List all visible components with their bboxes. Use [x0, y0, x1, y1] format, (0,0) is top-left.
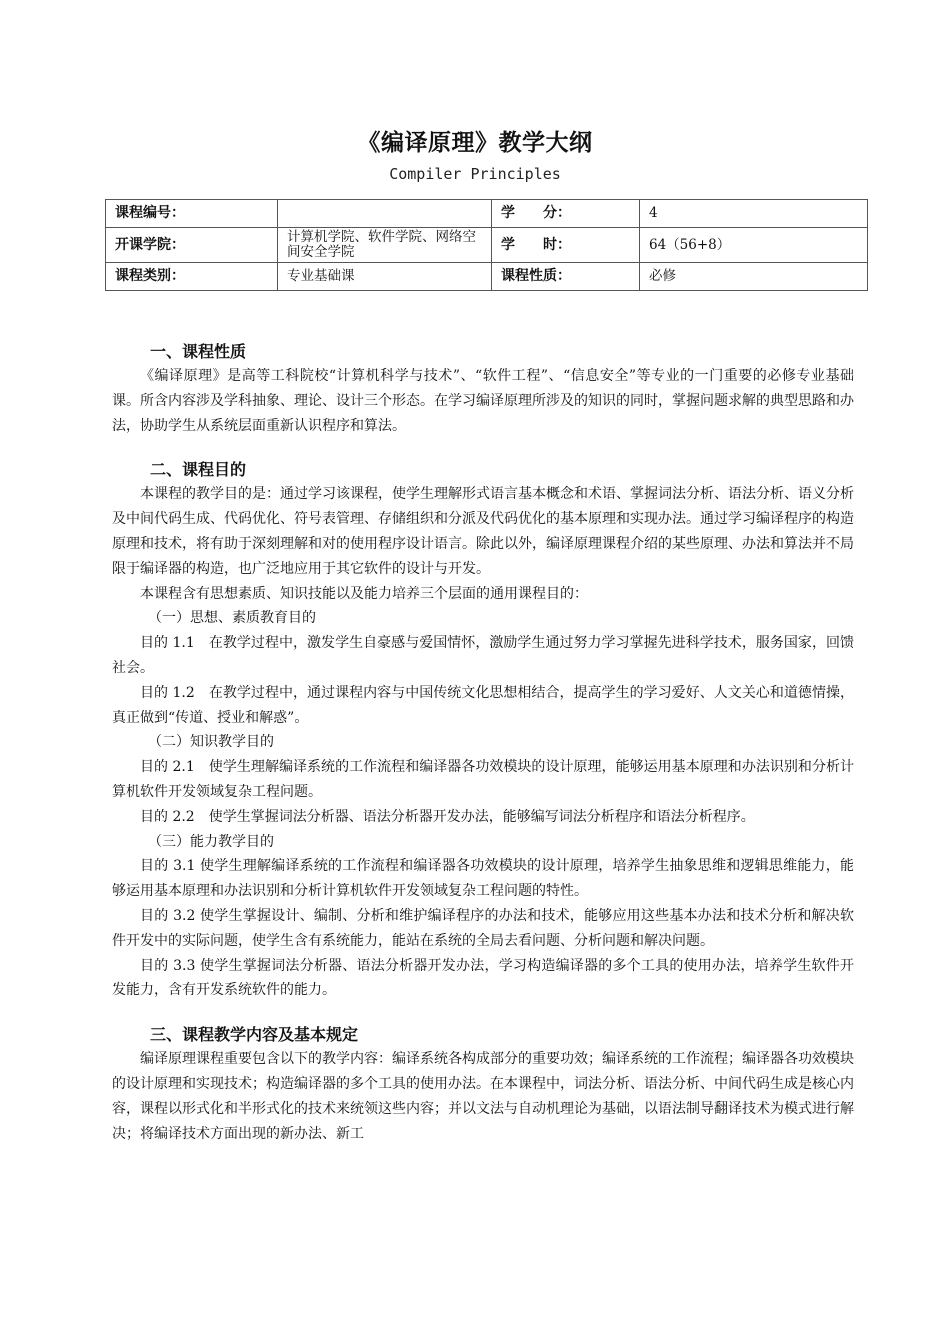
section-heading-objectives: 二、课程目的 [150, 460, 247, 480]
college-label: 开课学院： [106, 228, 278, 263]
credits-value: 4 [640, 200, 868, 228]
section-heading-nature: 一、课程性质 [150, 342, 247, 361]
section-heading-content: 三、课程教学内容及基本规定 [150, 1025, 359, 1045]
table-row [106, 228, 868, 263]
goal-2-1: 目的 2.1 使学生理解编译系统的工作流程和编译器各功效模块的设计原理，能够运用基本原理和办法识别和分析计算机软件开发领域复杂工程问题。 [112, 759, 854, 800]
nature-value: 必修 [640, 263, 868, 291]
subheading-knowledge: （二）知识教学目的 [148, 734, 274, 751]
document-subtitle: Compiler Principles [389, 165, 561, 183]
goal-3-3: 目的 3.3 使学生掌握词法分析器、语法分析器开发办法，学习构造编译器的多个工具的使用办法，培养学生软件开发能力，含有开发系统软件的能力。 [112, 957, 854, 999]
category-value: 专业基础课 [278, 263, 492, 291]
paragraph: 本课程含有思想素质、知识技能以及能力培养三个层面的通用课程目的： [140, 585, 588, 602]
hours-label: 学 时： [492, 228, 640, 263]
table-row [106, 200, 868, 228]
course-code-label: 课程编号： [106, 200, 278, 228]
paragraph: 《编译原理》是高等工科院校“计算机科学与技术”、“软件工程”、“信息安全”等专业的一门重要的必修专业基础课。所含内容涉及学科抽象、理论、设计三个形态。在学习编译原理所涉及的知识的同时，掌握问题求解的典型思路和办法，协助学生从系统层面重新认识程序和算法。 [112, 368, 854, 434]
paragraph: 本课程的教学目的是：通过学习该课程，使学生理解形式语言基本概念和术语、掌握词法分析、语法分析、语义分析及中间代码生成、代码优化、符号表管理、存储组织和分派及代码优化的基本原理和实现办法。通过学习编译程序的构造原理和技术，将有助于深刻理解和对的使用程序设计语言。除此以外，编译原理课程介绍的某些原理、办法和算法并不局限于编译器的构造，也广泛地应用于其它软件的设计与开发。 [112, 486, 854, 577]
goal-1-2: 目的 1.2 在教学过程中，通过课程内容与中国传统文化思想相结合，提高学生的学习爱好、人文关心和道德情操，真正做到“传道、授业和解惑”。 [112, 684, 854, 726]
hours-value: 64（56+8） [640, 228, 868, 263]
goal-3-1: 目的 3.1 使学生理解编译系统的工作流程和编译器各功效模块的设计原理，培养学生抽象思维和逻辑思维能力，能够运用基本原理和办法识别和分析计算机软件开发领域复杂工程问题的特性。 [112, 858, 854, 900]
goal-2-2: 目的 2.2 使学生掌握词法分析器、语法分析器开发办法，能够编写词法分析程序和语法分析程序。 [140, 808, 755, 825]
credits-label: 学 分： [492, 200, 640, 228]
document-title: 《编译原理》教学大纲 [357, 130, 593, 156]
goal-3-2: 目的 3.2 使学生掌握设计、编制、分析和维护编译程序的办法和技术，能够应用这些基本办法和技术分析和解决软件开发中的实际问题，使学生含有系统能力，能站在系统的全局去看问题、分析问题和解决问题。 [112, 907, 854, 949]
course-info-table [105, 199, 868, 291]
paragraph: 编译原理课程重要包含以下的教学内容：编译系统各构成部分的重要功效；编译系统的工作流程；编译器各功效模块的设计原理和实现技术；构造编译器的多个工具的使用办法。在本课程中，词法分析、语法分析、中间代码生成是核心内容，课程以形式化和半形式化的技术来统领这些内容；并以文法与自动机理论为基础，以语法制导翻译技术为模式进行解决；将编译技术方面出现的新办法、新工 [112, 1051, 854, 1142]
category-label: 课程类别： [106, 263, 278, 291]
goal-1-1: 目的 1.1 在教学过程中，激发学生自豪感与爱国情怀，激励学生通过努力学习掌握先进科学技术，服务国家，回馈社会。 [112, 635, 854, 676]
table-row [106, 263, 868, 291]
course-code-value [278, 200, 492, 228]
document-body [112, 340, 854, 1146]
college-value: 计算机学院、软件学院、网络空间安全学院 [278, 228, 492, 263]
nature-label: 课程性质： [492, 263, 640, 291]
subheading-ideology: （一）思想、素质教育目的 [148, 610, 316, 627]
subheading-ability: （三）能力教学目的 [148, 833, 274, 850]
